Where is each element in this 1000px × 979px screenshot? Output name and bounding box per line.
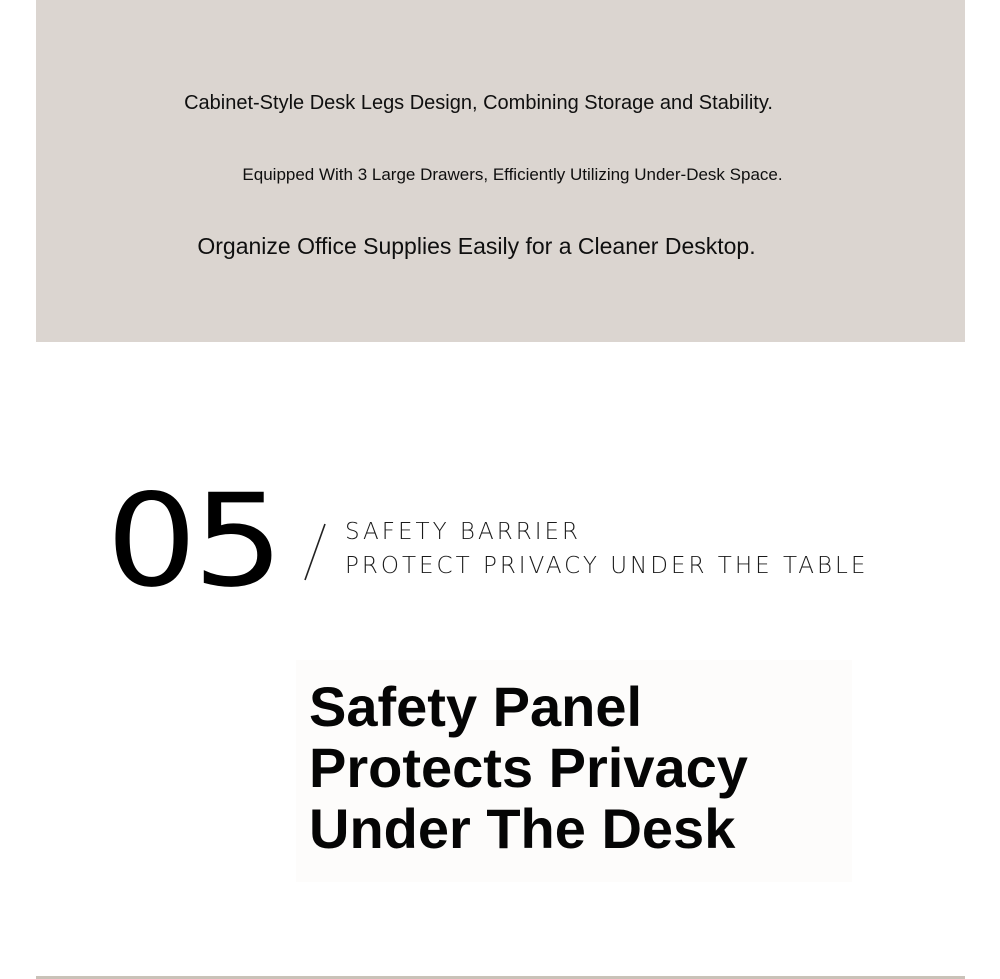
headline-line: Protects Privacy [309, 736, 748, 799]
feature-line-storage: Cabinet-Style Desk Legs Design, Combining Storage and Stability. [184, 92, 773, 114]
headline [309, 676, 748, 859]
feature-line-organize: Organize Office Supplies Easily for a Cleaner Desktop. [197, 233, 756, 259]
feature-panel [36, 0, 965, 342]
headline-line: Safety Panel [309, 675, 643, 738]
feature-line-drawers: Equipped With 3 Large Drawers, Efficiently Utilizing Under-Desk Space. [242, 165, 783, 184]
slash-divider-icon [303, 522, 327, 582]
section-title: SAFETY BARRIER [345, 519, 581, 545]
section-number: 05 [106, 467, 280, 616]
section-subtitle: PROTECT PRIVACY UNDER THE TABLE [345, 553, 869, 579]
headline-line: Under The Desk [309, 797, 736, 860]
